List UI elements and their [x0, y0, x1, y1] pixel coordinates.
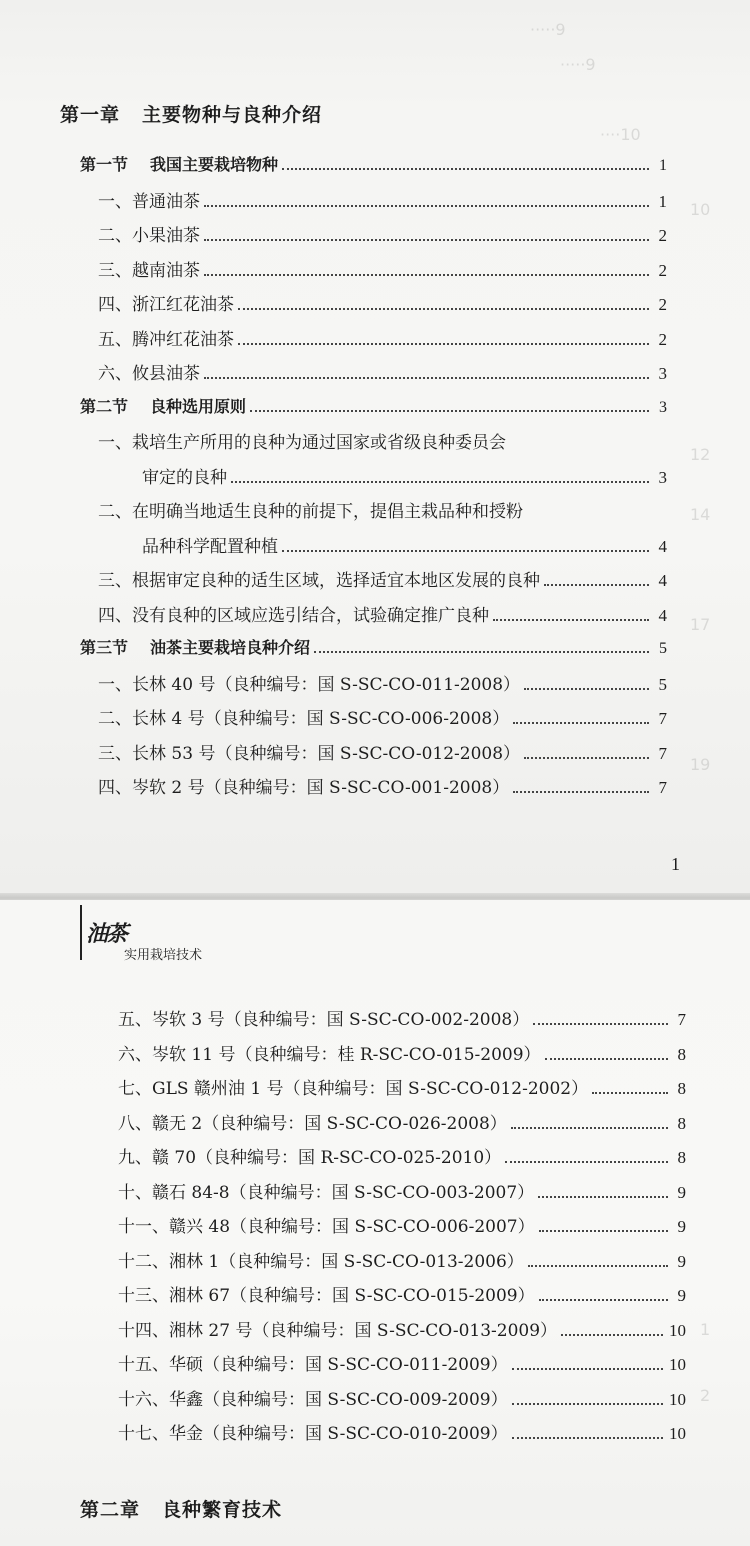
toc-entry-title: 五、腾冲红花油茶 — [98, 329, 234, 350]
toc-entry-title: 一、普通油茶 — [98, 191, 200, 212]
toc-entry-row — [98, 187, 667, 217]
toc-section-row — [80, 152, 667, 182]
toc-page-number: 10 — [669, 1389, 686, 1409]
toc-entry-title: 一、栽培生产所用的良种为通过国家或省级良种委员会 — [98, 433, 506, 453]
toc-page-number: 4 — [658, 536, 667, 556]
toc-page-number: 2 — [658, 226, 667, 245]
toc-entry-title: 七、GLS 赣州油 1 号（良种编号：国 S-SC-CO-012-2002） — [118, 1079, 589, 1099]
toc-entry-title: 八、赣无 2（良种编号：国 S-SC-CO-026-2008） — [118, 1113, 507, 1134]
chapter-number: 第二章 — [80, 1499, 141, 1521]
dot-leader — [512, 1368, 663, 1370]
dot-leader — [538, 1196, 668, 1198]
dot-leader — [524, 688, 649, 690]
toc-section-row — [80, 394, 667, 424]
dot-leader — [539, 1230, 668, 1232]
toc-section-title: 油茶主要栽培良种介绍 — [150, 638, 311, 657]
toc-page-number: 8 — [677, 1044, 686, 1064]
toc-page-number: 2 — [658, 329, 667, 349]
toc-page-number: 8 — [677, 1079, 686, 1098]
bleed-through-text: ·····9 — [530, 20, 566, 39]
dot-leader — [204, 274, 649, 276]
page-number: 1 — [671, 854, 680, 874]
dot-leader — [204, 377, 649, 379]
toc-entry-title: 九、赣 70（良种编号：国 R-SC-CO-025-2010） — [118, 1148, 502, 1168]
toc-entry-title: 四、浙江红花油茶 — [98, 295, 234, 315]
toc-entry-row — [98, 773, 667, 803]
next-chapter-heading — [80, 1495, 282, 1522]
dot-leader — [511, 1127, 668, 1129]
toc-page-number: 2 — [658, 295, 667, 314]
toc-entry-title: 三、根据审定良种的适生区域，选择适宜本地区发展的良种 — [98, 571, 540, 591]
dot-leader — [282, 168, 649, 170]
running-header-rule — [80, 905, 82, 960]
running-header-title: 实用栽培技术 — [124, 948, 203, 963]
dot-leader — [513, 791, 649, 793]
toc-entry-title: 三、长林 53 号（良种编号：国 S-SC-CO-012-2008） — [98, 743, 521, 764]
toc-entry-row — [142, 463, 667, 493]
toc-entry-row — [118, 1419, 686, 1449]
toc-page-number: 7 — [658, 778, 667, 797]
toc-page-number: 9 — [677, 1182, 686, 1202]
dot-leader — [533, 1023, 668, 1025]
toc-entry-row — [98, 290, 667, 320]
chapter-title: 良种繁育技术 — [162, 1499, 283, 1521]
toc-section-row — [80, 635, 667, 665]
chapter-heading — [60, 100, 322, 127]
toc-entry-row — [118, 1281, 686, 1311]
toc-entry-title: 十一、赣兴 48（良种编号：国 S-SC-CO-006-2007） — [118, 1217, 535, 1237]
toc-entry-title: 品种科学配置种植 — [142, 536, 278, 557]
toc-page-number: 10 — [669, 1355, 686, 1374]
toc-entry-row — [118, 1143, 686, 1173]
toc-section-number: 第一节 — [80, 155, 129, 174]
bleed-through-text: 2 — [700, 1386, 711, 1405]
toc-entry-title: 六、岑软 11 号（良种编号：桂 R-SC-CO-015-2009） — [118, 1044, 541, 1065]
dot-leader — [204, 205, 649, 207]
toc-entry-title: 十六、华鑫（良种编号：国 S-SC-CO-009-2009） — [118, 1389, 508, 1410]
toc-entry-row — [98, 566, 667, 596]
toc-page-number: 3 — [659, 398, 667, 416]
bleed-through-text: 10 — [690, 200, 711, 219]
toc-entry-row — [142, 532, 667, 562]
toc-entry-row — [118, 1316, 686, 1346]
bleed-through-text: ····10 — [600, 125, 641, 144]
toc-section-number: 第三节 — [80, 638, 129, 657]
toc-page-number: 3 — [658, 364, 667, 383]
dot-leader — [204, 239, 649, 241]
dot-leader — [250, 410, 649, 412]
toc-entry-row — [98, 704, 667, 734]
toc-page-number: 8 — [677, 1113, 686, 1133]
dot-leader — [512, 1437, 663, 1439]
toc-section-title: 我国主要栽培物种 — [150, 155, 279, 174]
toc-entry-row — [118, 1178, 686, 1208]
toc-page-number: 2 — [658, 260, 667, 280]
dot-leader — [545, 1058, 668, 1060]
toc-entry-title: 五、岑软 3 号（良种编号：国 S-SC-CO-002-2008） — [118, 1010, 530, 1030]
bleed-through-text: 14 — [690, 505, 711, 524]
toc-entry-row — [118, 1074, 686, 1104]
toc-entry-row — [118, 1212, 686, 1242]
toc-entry-title: 审定的良种 — [142, 467, 227, 488]
dot-leader — [592, 1092, 668, 1094]
dot-leader — [505, 1161, 668, 1163]
dot-leader — [561, 1334, 663, 1336]
toc-entry-title: 十四、湘林 27 号（良种编号：国 S-SC-CO-013-2009） — [118, 1320, 558, 1341]
toc-page-number: 1 — [658, 191, 667, 211]
toc-entry-row — [98, 739, 667, 769]
chapter-title: 主要物种与良种介绍 — [142, 104, 323, 126]
toc-entry-title: 二、长林 4 号（良种编号：国 S-SC-CO-006-2008） — [98, 709, 510, 729]
toc-entry-title: 二、小果油茶 — [98, 226, 200, 246]
toc-section-number: 第二节 — [80, 396, 129, 416]
dot-leader — [513, 722, 649, 724]
toc-entry-row — [98, 359, 667, 389]
toc-entry-row — [118, 1350, 686, 1380]
bleed-through-text: 17 — [690, 615, 711, 634]
toc-section-title: 良种选用原则 — [150, 396, 247, 416]
toc-page-number: 9 — [677, 1286, 686, 1305]
toc-entry-title: 六、攸县油茶 — [98, 364, 200, 384]
toc-entry-title: 十、赣石 84-8（良种编号：国 S-SC-CO-003-2007） — [118, 1182, 535, 1203]
toc-page-number: 1 — [659, 157, 667, 174]
toc-entry-row — [98, 601, 667, 631]
toc-section-label — [80, 394, 246, 417]
toc-page-number: 9 — [677, 1217, 686, 1236]
toc-page-number: 7 — [658, 709, 667, 728]
dot-leader — [544, 584, 649, 586]
toc-entry-title: 十三、湘林 67（良种编号：国 S-SC-CO-015-2009） — [118, 1286, 535, 1306]
toc-entry-row — [98, 325, 667, 355]
toc-entry-title: 四、没有良种的区域应选引结合，试验确定推广良种 — [98, 605, 489, 626]
bleed-through-text: 12 — [690, 445, 711, 464]
toc-page-number: 5 — [659, 640, 667, 657]
bleed-through-text: 19 — [690, 755, 711, 774]
toc-entry-title: 四、岑软 2 号（良种编号：国 S-SC-CO-001-2008） — [98, 778, 510, 798]
dot-leader — [314, 651, 649, 653]
toc-entry-title: 一、长林 40 号（良种编号：国 S-SC-CO-011-2008） — [98, 674, 521, 695]
toc-page-number: 7 — [677, 1010, 686, 1029]
toc-entry-title: 三、越南油茶 — [98, 260, 200, 281]
toc-section-label — [80, 635, 310, 658]
dot-leader — [282, 550, 649, 552]
dot-leader — [231, 481, 649, 483]
toc-entry-title: 二、在明确当地适生良种的前提下，提倡主栽品种和授粉 — [98, 502, 523, 522]
toc-page-number: 7 — [658, 743, 667, 763]
toc-entry-row — [118, 1005, 686, 1035]
dot-leader — [238, 343, 649, 345]
toc-entry-row — [118, 1109, 686, 1139]
toc-entry-title: 十二、湘林 1（良种编号：国 S-SC-CO-013-2006） — [118, 1251, 524, 1272]
dot-leader — [528, 1265, 668, 1267]
dot-leader — [238, 308, 649, 310]
toc-page-number: 4 — [658, 605, 667, 625]
toc-page-number: 5 — [658, 674, 667, 694]
dot-leader — [539, 1299, 668, 1301]
toc-entry-row — [98, 256, 667, 286]
toc-entry-title: 十五、华硕（良种编号：国 S-SC-CO-011-2009） — [118, 1355, 508, 1375]
dot-leader — [493, 619, 649, 621]
toc-page-number: 3 — [658, 467, 667, 487]
toc-page-number: 4 — [658, 571, 667, 590]
toc-page-number: 10 — [669, 1320, 686, 1340]
dot-leader — [524, 757, 649, 759]
dot-leader — [512, 1403, 663, 1405]
toc-section-label — [80, 152, 278, 175]
toc-entry-row — [118, 1040, 686, 1070]
toc-entry-row — [98, 670, 667, 700]
toc-page-number: 8 — [677, 1148, 686, 1167]
toc-page-number: 10 — [669, 1424, 686, 1443]
toc-entry-row — [118, 1247, 686, 1277]
toc-entry-title: 十七、华金（良种编号：国 S-SC-CO-010-2009） — [118, 1424, 508, 1444]
toc-entry-row — [118, 1385, 686, 1415]
running-header-logo: 油茶 — [86, 921, 127, 947]
chapter-number: 第一章 — [60, 104, 121, 126]
bleed-through-text: 1 — [700, 1320, 711, 1339]
bleed-through-text: ·····9 — [560, 55, 596, 74]
toc-page-number: 9 — [677, 1251, 686, 1271]
toc-entry-row — [98, 221, 667, 251]
